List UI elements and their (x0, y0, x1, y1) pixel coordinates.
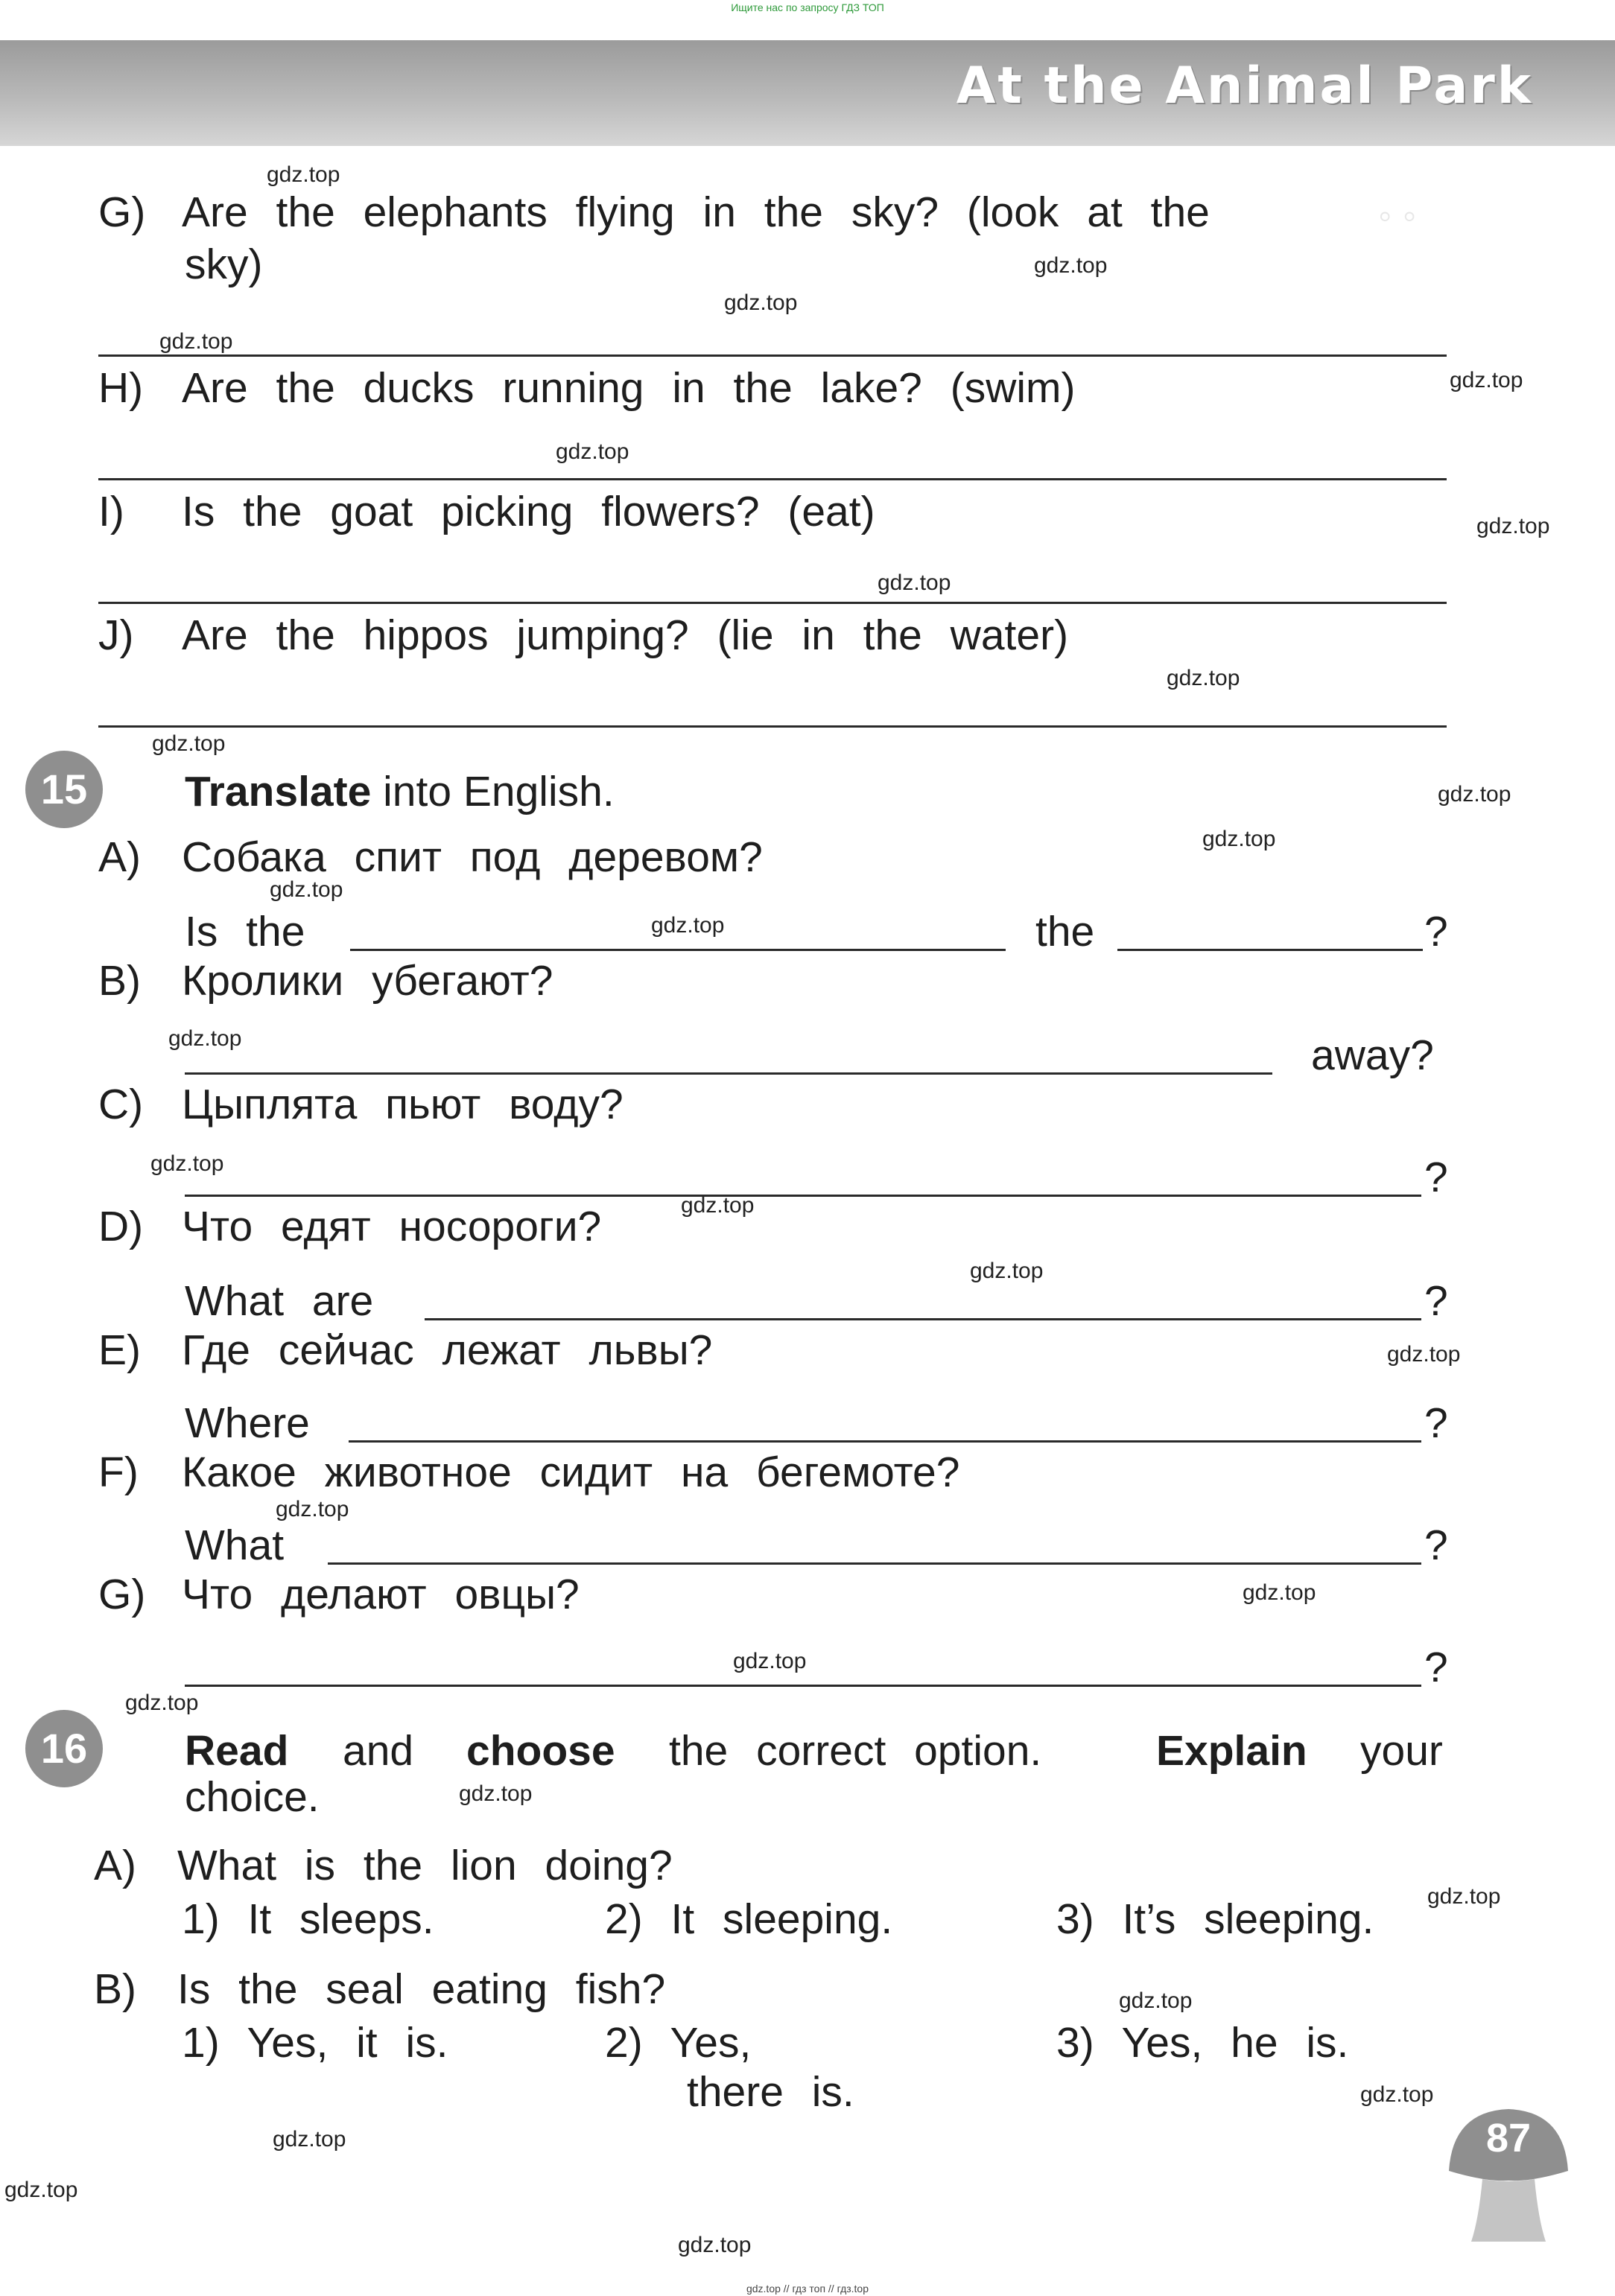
bleed-through-text: ◦ ◦ (1378, 194, 1417, 238)
watermark: gdz.top (459, 1781, 533, 1806)
ex16-a-option-1[interactable]: 1) It sleeps. (182, 1895, 434, 1943)
ex14-item-i: I) Is the goat picking flowers? (eat) (98, 488, 875, 535)
watermark: gdz.top (1450, 368, 1523, 392)
ex14-item-g: G) Are the elephants flying in the sky? (look at the (98, 188, 1210, 236)
top-note: Ищите нас по запросу ГДЗ ТОП (731, 1, 884, 13)
ex15-item-f-answer-start: What (185, 1521, 285, 1569)
page-number: 87 (1485, 2116, 1532, 2160)
ex16-instruction-choose: choose (466, 1727, 615, 1775)
watermark: gdz.top (878, 570, 951, 595)
watermark: gdz.top (125, 1691, 199, 1715)
answer-line[interactable] (98, 354, 1447, 357)
ex15-item-e-end: ? (1424, 1399, 1448, 1447)
watermark: gdz.top (150, 1151, 224, 1176)
ex15-item-e: E) Где сейчас лежат львы? (98, 1326, 713, 1374)
ex14-item-h: H) Are the ducks running in the lake? (swim) (98, 364, 1076, 412)
watermark: gdz.top (1427, 1884, 1501, 1909)
answer-line[interactable] (425, 1318, 1421, 1320)
ex15-instruction: Translate into English. (185, 768, 615, 815)
answer-line[interactable] (350, 949, 1006, 951)
watermark: gdz.top (1360, 2082, 1434, 2107)
watermark: gdz.top (1119, 1988, 1193, 2013)
ex15-item-f: F) Какое животное сидит на бегемоте? (98, 1448, 960, 1496)
ex16-a-option-3[interactable]: 3) It’s sleeping. (1056, 1895, 1374, 1943)
watermark: gdz.top (733, 1649, 807, 1673)
watermark: gdz.top (168, 1026, 242, 1051)
watermark: gdz.top (1438, 782, 1511, 807)
watermark: gdz.top (276, 1497, 349, 1521)
ex16-instruction-explain: Explain (1156, 1727, 1307, 1775)
ex16-b-option-2[interactable]: 2) Yes, (605, 2019, 752, 2067)
answer-line[interactable] (328, 1562, 1421, 1565)
ex15-item-b-end: away? (1311, 1031, 1434, 1079)
answer-line[interactable] (98, 478, 1447, 480)
watermark: gdz.top (4, 2178, 78, 2202)
ex16-b-option-1[interactable]: 1) Yes, it is. (182, 2019, 448, 2067)
exercise-number-15: 15 (25, 751, 103, 828)
exercise-number-16: 16 (25, 1710, 103, 1787)
watermark: gdz.top (1243, 1580, 1316, 1605)
ex14-item-g-text-cont: sky) (185, 241, 263, 288)
ex15-item-d: D) Что едят носороги? (98, 1203, 602, 1250)
ex15-item-c-end: ? (1424, 1154, 1448, 1201)
ex16-question-a: A) What is the lion doing? (94, 1842, 673, 1889)
ex16-a-option-2[interactable]: 2) It sleeping. (605, 1895, 893, 1943)
watermark: gdz.top (1202, 827, 1276, 851)
watermark: gdz.top (681, 1193, 755, 1218)
ex16-instruction-and: and (343, 1727, 414, 1775)
watermark: gdz.top (159, 329, 233, 354)
answer-line[interactable] (185, 1685, 1421, 1687)
ex15-item-c: C) Цыплята пьют воду? (98, 1081, 624, 1128)
watermark: gdz.top (724, 290, 798, 315)
ex16-instruction-your: your (1360, 1727, 1443, 1775)
watermark: gdz.top (651, 913, 725, 938)
ex15-item-a-end: ? (1424, 908, 1448, 955)
ex14-item-g-text: Are the elephants flying in the sky? (look at the (182, 188, 1210, 236)
ex15-item-e-answer-start: Where (185, 1399, 310, 1447)
watermark: gdz.top (1034, 253, 1108, 278)
watermark: gdz.top (152, 731, 226, 756)
ex16-b-option-3[interactable]: 3) Yes, he is. (1056, 2019, 1349, 2067)
ex16-instruction-correct-option: the correct option. (669, 1727, 1042, 1775)
bottom-note: gdz.top // гдз топ // гдз.top (746, 2283, 869, 2295)
answer-line[interactable] (349, 1440, 1421, 1443)
ex14-item-j: J) Are the hippos jumping? (lie in the water) (98, 611, 1069, 659)
ex15-item-b: B) Кролики убегают? (98, 957, 553, 1005)
watermark: gdz.top (1387, 1342, 1461, 1367)
watermark: gdz.top (273, 2127, 346, 2152)
ex14-item-h-text: Are the ducks running in the lake? (swim) (182, 364, 1076, 412)
watermark: gdz.top (270, 877, 343, 902)
ex15-item-d-answer-start: What are (185, 1277, 374, 1325)
ex15-item-a-answer-middle: the (1035, 908, 1095, 955)
ex15-item-g: G) Что делают овцы? (98, 1571, 580, 1618)
answer-line[interactable] (185, 1072, 1272, 1075)
answer-line[interactable] (185, 1195, 1421, 1197)
watermark: gdz.top (1476, 514, 1550, 538)
answer-line[interactable] (98, 602, 1447, 604)
watermark: gdz.top (556, 439, 629, 464)
ex14-item-j-text: Are the hippos jumping? (lie in the water) (182, 611, 1069, 659)
watermark: gdz.top (970, 1259, 1044, 1283)
page-title: At the Animal Park (956, 57, 1533, 115)
ex15-item-a-answer-start: Is the (185, 908, 305, 955)
watermark: gdz.top (678, 2233, 752, 2257)
ex15-item-d-end: ? (1424, 1277, 1448, 1325)
page-header (0, 40, 1615, 146)
ex15-item-g-end: ? (1424, 1644, 1448, 1691)
ex15-item-f-end: ? (1424, 1521, 1448, 1569)
ex14-item-i-text: Is the goat picking flowers? (eat) (182, 488, 875, 535)
answer-line[interactable] (1117, 949, 1423, 951)
watermark: gdz.top (267, 162, 340, 187)
ex15-item-a: A) Собака спит под деревом? (98, 833, 763, 881)
ex16-instruction-choice: choice. (185, 1773, 320, 1821)
answer-line[interactable] (98, 725, 1447, 728)
ex16-b-option-2-cont: there is. (687, 2068, 854, 2116)
ex16-question-b: B) Is the seal eating fish? (94, 1965, 666, 2013)
ex16-instruction-read: Read (185, 1727, 289, 1775)
watermark: gdz.top (1167, 666, 1240, 690)
